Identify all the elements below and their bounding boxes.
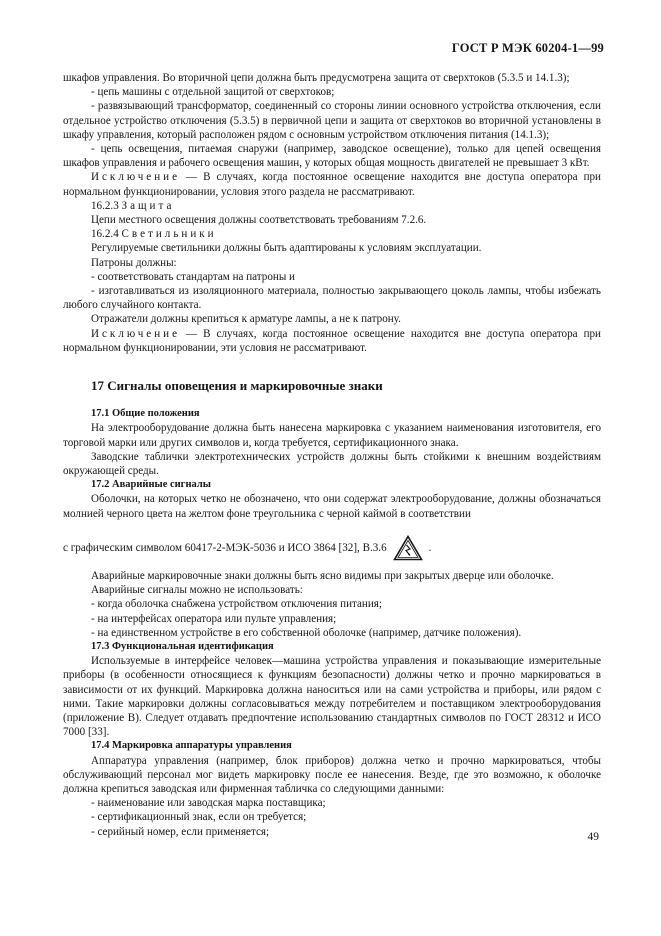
symbol-line (63, 535, 601, 561)
paragraph: Используемые в интерфейсе человек—машина устройства управления и показывающие измерительные приборы (в особенности относящиеся к функциям безопасности) должны четко и прочно маркироваться в зависимости от их функций. Маркировка должна наноситься или на сами устройства и приборы, или рядом с ними. Такие маркировки должны согласовываться между потребителем и поставщиком электрооборудования (приложение В). Следует отдавать предпочтение использованию стандартных символов по ГОСТ 28312 и ИСО 7000 [33]. (63, 655, 601, 739)
subsection-number: 16.2.3 (91, 199, 119, 212)
subsection-heading: 17.1 Общие положения (91, 408, 200, 420)
punctuation: . (428, 541, 432, 554)
symbol-reference-text: с графическим символом 60417-2-МЭК-5036 и ИСО 3864 [32], В.3.6 (63, 541, 387, 554)
note-label: Исключение (91, 171, 181, 184)
list-item: - развязывающий трансформатор, соединенный со стороны линии основного устройства отключения, если отдельное устройство отключения (5.3.5) в первичной цепи и защита от сверхтоков во вторичной установлены в шкафу управления, который расположен рядом с основным устройством отключения питания (14.1.3); (63, 100, 601, 141)
subsection-heading (63, 227, 601, 241)
paragraph: Регулируемые светильники должны быть адаптированы к условиям эксплуатации. (91, 242, 482, 255)
paragraph: Цепи местного освещения должны соответствовать требованиям 7.2.6. (91, 214, 427, 227)
page-header: ГОСТ Р МЭК 60204-1—99 (451, 41, 604, 55)
subsection-number: 16.2.4 (91, 228, 119, 241)
subsection-title: Светильники (121, 228, 217, 241)
paragraph: Патроны должны: (91, 256, 177, 269)
note-paragraph (63, 327, 601, 355)
list-item: - на единственном устройстве в его собственной оболочке (например, датчике положения). (91, 626, 522, 639)
subsection-heading: 17.4 Маркировка аппаратуры управления (91, 740, 292, 752)
list-item: - соответствовать стандартам на патроны и (91, 270, 295, 283)
list-item: - на интерфейсах оператора или пульте управления; (91, 612, 337, 625)
paragraph: Аварийные сигналы можно не использовать: (91, 584, 303, 597)
subsection-title: Защита (121, 199, 175, 212)
subsection-heading: 17.3 Функциональная идентификация (91, 640, 274, 652)
paragraph: Отражатели должны крепиться к арматуре лампы, а не к патрону. (91, 313, 401, 326)
paragraph: шкафов управления. Во вторичной цепи должна быть предусмотрена защита от сверхтоков (5.3.5 и 14.1.3); (63, 72, 570, 84)
section-title: 17 Сигналы оповещения и маркировочные знаки (91, 378, 383, 394)
list-item: - серийный номер, если применяется; (91, 825, 270, 838)
subsection-heading (63, 199, 601, 213)
note-paragraph (63, 170, 601, 198)
subsection-heading: 17.2 Аварийные сигналы (91, 479, 211, 491)
paragraph: Заводские таблички электротехнических устройств должны быть стойкими к внешним воздействиям окружающей среды. (63, 450, 601, 478)
list-item: - когда оболочка снабжена устройством отключения питания; (91, 598, 382, 611)
note-label: Исключение (91, 327, 181, 340)
list-item: - наименование или заводская марка поставщика; (91, 797, 326, 810)
page-body (63, 71, 601, 839)
warning-lightning-icon (393, 535, 423, 561)
list-item: - изготавливаться из изоляционного материала, полностью закрывающего цоколь лампы, чтобы избежать любого случайного контакта. (63, 285, 601, 312)
note-text: — В случаях, когда постоянное освещение находится вне доступа оператора при нормальном функционировании, условия этого раздела не рассматривают. (63, 171, 601, 198)
note-text: — В случаях, когда постоянное освещение находится вне доступа оператора при нормальном функционировании, эти условия не рассматривают. (63, 327, 601, 354)
list-item: - цепь освещения, питаемая снаружи (например, заводское освещение), только для цепей освещения шкафов управления и рабочего освещения машин, у которых общая мощность двигателей не превышает 3 кВт. (63, 143, 601, 170)
paragraph: На электрооборудование должна быть нанесена маркировка с указанием наименования изготовителя, его торговой марки или других символов и, когда требуется, сертификационного знака. (63, 422, 601, 449)
paragraph: Аппаратура управления (например, блок приборов) должна четко и прочно маркироваться, чтобы обслуживающий персонал мог видеть маркировку после ее нанесения. Везде, где это возможно, к оболочке должна крепиться заводская или фирменная табличка со следующими данными: (63, 754, 601, 795)
list-item: - сертификационный знак, если он требуется; (91, 811, 307, 824)
page-number: 49 (587, 831, 599, 843)
paragraph: Аварийные маркировочные знаки должны быть ясно видимы при закрытых дверце или оболочке. (91, 569, 554, 582)
list-item: - цепь машины с отдельной защитой от сверхтоков; (91, 86, 335, 99)
paragraph: Оболочки, на которых четко не обозначено, что они содержат электрооборудование, должны обозначаться молнией черного цвета на желтом фоне треугольника с черной каймой в соответствии (63, 493, 601, 520)
